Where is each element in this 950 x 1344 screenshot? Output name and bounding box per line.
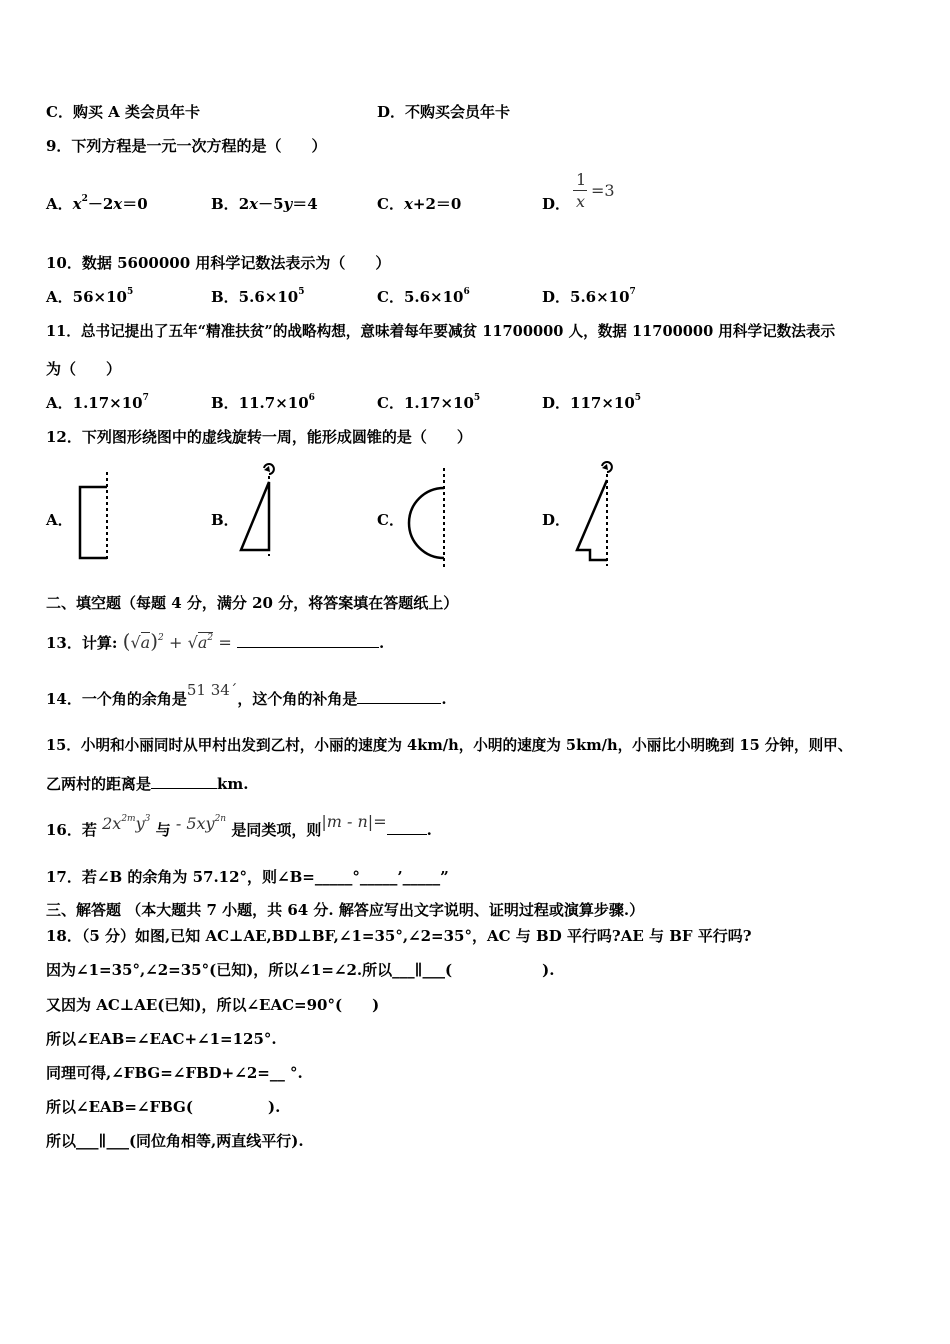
q8-option-d: D．不购买会员年卡 — [377, 103, 511, 121]
q10-option-a: A．$56\times 10^5$ — [46, 287, 134, 306]
triangle-shape — [241, 482, 269, 550]
q12-figure-a — [76, 470, 116, 562]
q10-option-d: D．$5.6\times 10^7$ — [542, 287, 636, 306]
q12-figure-c — [404, 466, 452, 570]
fraction-numerator: 1 — [576, 170, 587, 189]
section2-title: 二、填空题（每题 4 分，满分 20 分，将答案填在答题纸上） — [46, 594, 459, 612]
q9-option-b: B．2x－5y＝4 — [211, 195, 318, 213]
q18-line6: 所以∠EAB=∠FBG( ). — [46, 1098, 281, 1116]
q18-line2: 因为∠1=35°,∠2=35°(已知)，所以∠1=∠2.所以___∥___( ). — [46, 961, 555, 979]
semicircle-shape — [409, 488, 444, 558]
q12-option-d-label: D． — [542, 511, 571, 529]
q17: 17．若∠B 的余角为 57.12°，则∠B=_____°_____’_____” — [46, 868, 449, 886]
q10-option-b: B．$5.6\times 10^5$ — [211, 287, 305, 306]
q11-stem-line2: 为（ ） — [46, 360, 122, 378]
q12-figure-d — [572, 460, 618, 568]
q16-answer-blank[interactable] — [387, 820, 427, 835]
q18-line3: 又因为 AC⊥AE(已知)，所以∠EAC=90°( ) — [46, 996, 380, 1014]
q13: 13．计算: $(√a)^2 + √a^2$ = . — [46, 629, 385, 653]
q12-stem: 12．下列图形绕图中的虚线旋转一周，能形成圆锥的是（ ） — [46, 428, 472, 446]
fraction-equals: =3 — [591, 181, 615, 200]
q15-line2: 乙两村的距离是 km. — [46, 775, 249, 793]
q11-option-b: B．$11.7\times 10^6$ — [211, 393, 315, 412]
q12-option-a-label: A． — [46, 511, 73, 529]
q9-option-d-label: D． — [542, 195, 571, 213]
q16: 16．若 $2x^{2m}y^3$ 与 - $5xy^{2n}$ 是同类项，则|m - n|= . — [46, 812, 432, 839]
q14: 14．一个角的余角是51 34´，这个角的补角是 . — [46, 681, 447, 708]
q18-line4: 所以∠EAB=∠EAC+∠1=125°. — [46, 1030, 277, 1048]
q14-answer-blank[interactable] — [357, 689, 441, 704]
q18-line7: 所以___∥___(同位角相等,两直线平行). — [46, 1132, 304, 1150]
q10-option-c: C．$5.6\times 10^6$ — [377, 287, 470, 306]
q18-line1: 18．（5 分）如图,已知 AC⊥AE,BD⊥BF,∠1=35°,∠2=35°，AC 与 BD 平行吗?AE 与 BF 平行吗? — [46, 927, 752, 945]
q11-option-d: D．$117\times 10^5$ — [542, 393, 642, 412]
q10-stem: 10．数据 5600000 用科学记数法表示为（ ） — [46, 254, 391, 272]
q9-stem: 9．下列方程是一元一次方程的是（ ） — [46, 137, 327, 155]
q18-line5: 同理可得,∠FBG=∠FBD+∠2=__ °. — [46, 1064, 303, 1082]
q12-figure-b — [236, 462, 280, 558]
q11-option-a: A．$1.17\times 10^7$ — [46, 393, 149, 412]
fraction-denominator: x — [576, 192, 586, 211]
q15-answer-blank[interactable] — [151, 774, 217, 789]
q9-option-c: C．x+2＝0 — [377, 195, 462, 213]
q8-option-c: C．购买 A 类会员年卡 — [46, 103, 201, 121]
stepped-triangle-shape — [577, 480, 607, 560]
rectangle-shape — [80, 487, 107, 558]
fraction-bar — [573, 190, 587, 191]
q9-option-a: A．$x^2-2x=0$ — [46, 194, 148, 213]
q12-option-b-label: B． — [211, 511, 239, 529]
q13-answer-blank[interactable] — [237, 633, 379, 648]
q12-option-c-label: C． — [377, 511, 404, 529]
q11-stem-line1: 11．总书记提出了五年“精准扶贫”的战略构想，意味着每年要减贫 11700000 人，数据 11700000 用科学记数法表示 — [46, 323, 836, 340]
q11-option-c: C．$1.17\times 10^5$ — [377, 393, 481, 412]
q9-option-d-fraction — [573, 170, 613, 218]
q15-line1: 15．小明和小丽同时从甲村出发到乙村，小丽的速度为 4km/h，小明的速度为 5km/h，小丽比小明晚到 15 分钟，则甲、 — [46, 737, 853, 754]
section3-title: 三、解答题 （本大题共 7 小题，共 64 分. 解答应写出文字说明、证明过程或演算步骤.） — [46, 901, 645, 919]
